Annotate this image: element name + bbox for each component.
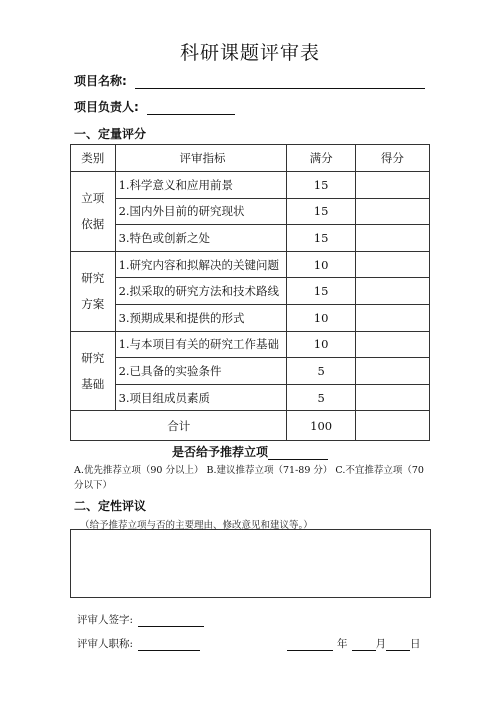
total-label: 合计 xyxy=(71,411,287,441)
score-input-cell[interactable] xyxy=(355,198,429,225)
table-row xyxy=(71,358,430,385)
score-input-cell[interactable] xyxy=(355,251,429,278)
project-name-label: 项目名称: xyxy=(74,74,127,88)
total-score-input[interactable] xyxy=(355,411,429,441)
total-value: 100 xyxy=(287,411,355,441)
score-input-cell[interactable] xyxy=(355,172,429,199)
full-score-cell: 15 xyxy=(287,278,355,305)
project-leader-label: 项目负责人: xyxy=(74,100,139,114)
reviewer-title-label: 评审人职称: xyxy=(77,638,134,650)
table-row xyxy=(71,331,430,358)
year-label: 年 xyxy=(337,638,348,650)
signature-label: 评审人签字: xyxy=(77,614,134,626)
indicator-cell: 1.研究内容和拟解决的关键问题 xyxy=(115,251,287,278)
section-quantitative-title: 一、定量评分 xyxy=(74,127,147,141)
score-input-cell[interactable] xyxy=(355,225,429,252)
project-leader-field[interactable] xyxy=(147,102,235,115)
section-qualitative-title: 二、定性评议 xyxy=(74,499,147,513)
project-name-row xyxy=(74,72,425,89)
indicator-cell: 3.项目组成员素质 xyxy=(115,384,287,411)
score-input-cell[interactable] xyxy=(355,278,429,305)
page-title: 科研课题评审表 xyxy=(179,42,320,64)
comment-hint: （给予推荐立项与否的主要理由、修改意见和建议等。） xyxy=(80,520,313,531)
recommend-options: A.优先推荐立项（90 分以上） B.建议推荐立项（71-89 分） C.不宜推荐立项（70 分以下） xyxy=(74,465,424,491)
signature-field[interactable] xyxy=(138,614,204,627)
table-row xyxy=(71,384,430,411)
full-score-cell: 10 xyxy=(287,331,355,358)
table-row xyxy=(71,225,430,252)
full-score-cell: 5 xyxy=(287,358,355,385)
category-cell: 立项 依据 xyxy=(71,172,116,252)
year-field[interactable] xyxy=(287,638,333,651)
project-name-field[interactable] xyxy=(135,76,425,89)
table-row xyxy=(71,304,430,331)
day-field[interactable] xyxy=(386,638,410,651)
indicator-cell: 3.特色或创新之处 xyxy=(115,225,287,252)
recommend-label: 是否给予推荐立项 xyxy=(171,445,268,459)
indicator-cell: 2.已具备的实验条件 xyxy=(115,358,287,385)
month-label: 月 xyxy=(375,638,386,650)
recommend-row xyxy=(0,443,500,460)
full-score-cell: 5 xyxy=(287,384,355,411)
category-cell: 研究 方案 xyxy=(71,251,116,331)
table-row xyxy=(71,278,430,305)
score-input-cell[interactable] xyxy=(355,331,429,358)
score-input-cell[interactable] xyxy=(355,384,429,411)
indicator-cell: 2.拟采取的研究方法和技术路线 xyxy=(115,278,287,305)
total-row xyxy=(71,411,430,441)
full-score-cell: 15 xyxy=(287,225,355,252)
month-field[interactable] xyxy=(352,638,376,651)
signature-row xyxy=(77,612,204,627)
indicator-cell: 3.预期成果和提供的形式 xyxy=(115,304,287,331)
indicator-cell: 2.国内外目前的研究现状 xyxy=(115,198,287,225)
score-input-cell[interactable] xyxy=(355,358,429,385)
header-score: 得分 xyxy=(355,145,429,172)
category-cell: 研究 基础 xyxy=(71,331,116,411)
header-full-score: 满分 xyxy=(287,145,355,172)
date-row xyxy=(287,636,421,651)
indicator-cell: 1.科学意义和应用前景 xyxy=(115,172,287,199)
full-score-cell: 10 xyxy=(287,251,355,278)
full-score-cell: 10 xyxy=(287,304,355,331)
reviewer-title-field[interactable] xyxy=(138,638,200,651)
comment-box[interactable] xyxy=(70,529,431,598)
table-row xyxy=(71,198,430,225)
full-score-cell: 15 xyxy=(287,198,355,225)
recommend-field[interactable] xyxy=(268,447,328,460)
day-label: 日 xyxy=(410,638,421,650)
project-leader-row xyxy=(74,98,235,115)
table-row xyxy=(71,251,430,278)
table-row xyxy=(71,172,430,199)
score-input-cell[interactable] xyxy=(355,304,429,331)
header-category: 类别 xyxy=(71,145,116,172)
reviewer-title-row xyxy=(77,636,200,651)
header-indicator: 评审指标 xyxy=(115,145,287,172)
indicator-cell: 1.与本项目有关的研究工作基础 xyxy=(115,331,287,358)
table-header-row xyxy=(71,145,430,172)
full-score-cell: 15 xyxy=(287,172,355,199)
score-table xyxy=(70,144,430,441)
